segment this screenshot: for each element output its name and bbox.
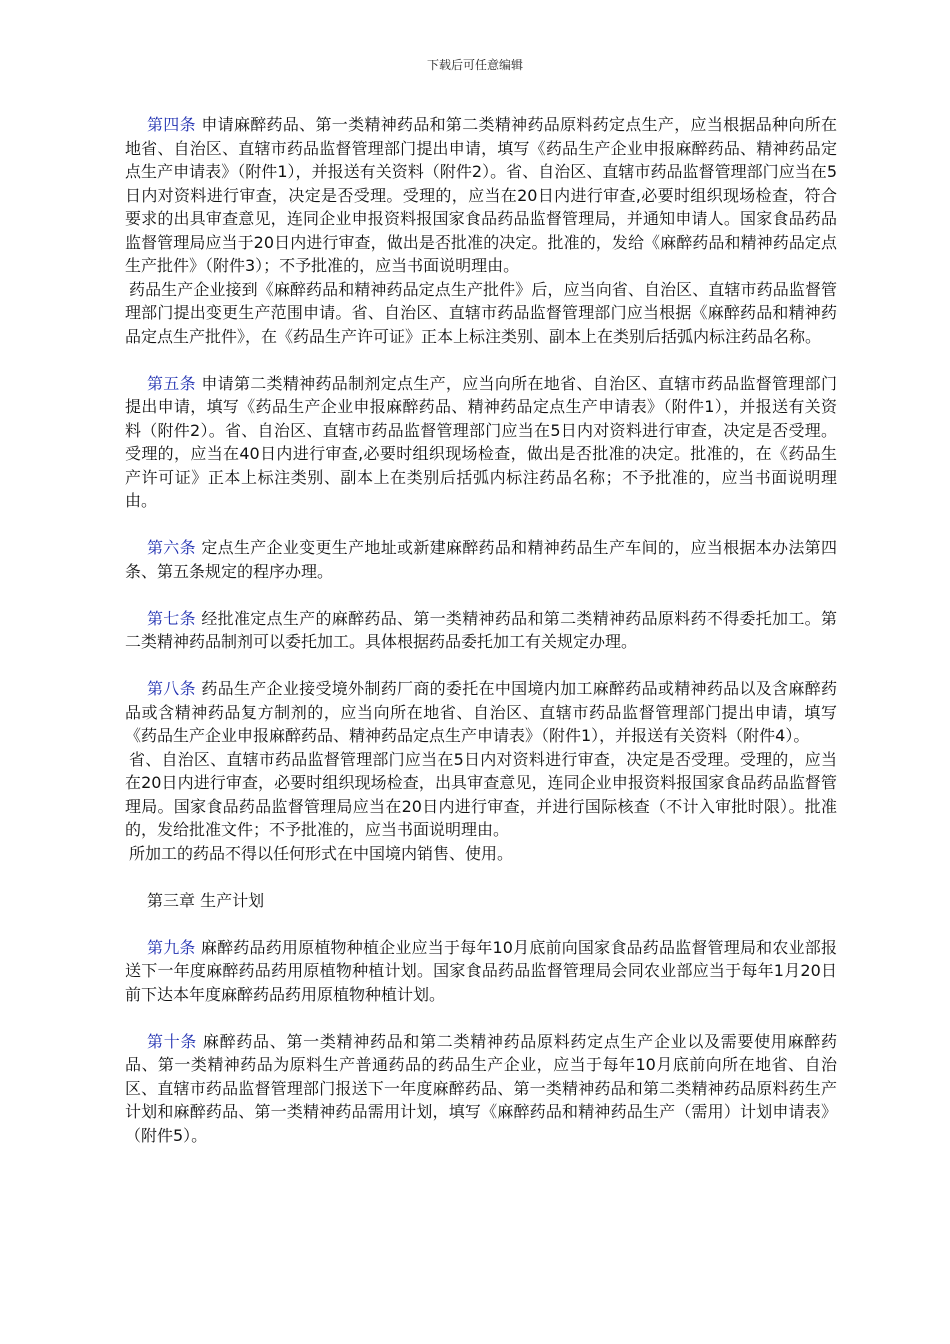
article-number: 第九条 (147, 937, 196, 957)
article-10 (125, 1030, 837, 1148)
article-7 (125, 607, 837, 654)
article-text: 申请第二类精神药品制剂定点生产，应当向所在地省、自治区、直辖市药品监督管理部门提出申请，填写《药品生产企业申报麻醉药品、精神药品定点生产申请表》（附件1），并报送有关资料（附件2）。省、自治区、直辖市药品监督管理部门应当在5日内对资料进行审查，决定是否受理。受理的，应当在40日内进行审查,必要时组织现场检查，做出是否批准的决定。批准的，在《药品生产许可证》正本上标注类别、副本上在类别后括弧内标注药品名称；不予批准的，应当书面说明理由。 (125, 373, 837, 510)
article-text: 药品生产企业接受境外制药厂商的委托在中国境内加工麻醉药品或精神药品以及含麻醉药品或含精神药品复方制剂的，应当向所在地省、自治区、直辖市药品监督管理部门提出申请，填写《药品生产企业申报麻醉药品、精神药品定点生产申请表》（附件1），并报送有关资料（附件4）。 (125, 679, 837, 745)
document-body (125, 113, 837, 1147)
article-4 (125, 113, 837, 278)
article-4-continuation: 药品生产企业接到《麻醉药品和精神药品定点生产批件》后，应当向省、自治区、直辖市药品监督管理部门提出变更生产范围申请。省、自治区、直辖市药品监督管理部门应当根据《麻醉药品和精神药品定点生产批件》，在《药品生产许可证》正本上标注类别、副本上在类别后括弧内标注药品名称。 (125, 279, 837, 346)
article-text: 经批准定点生产的麻醉药品、第一类精神药品和第二类精神药品原料药不得委托加工。第二类精神药品制剂可以委托加工。具体根据药品委托加工有关规定办理。 (125, 608, 837, 651)
article-text: 麻醉药品药用原植物种植企业应当于每年10月底前向国家食品药品监督管理局和农业部报送下一年度麻醉药品药用原植物种植计划。国家食品药品监督管理局会同农业部应当于每年1月20日前下达本年度麻醉药品药用原植物种植计划。 (125, 937, 837, 1004)
article-text: 定点生产企业变更生产地址或新建麻醉药品和精神药品生产车间的，应当根据本办法第四条、第五条规定的程序办理。 (125, 538, 837, 581)
article-number: 第十条 (147, 1031, 198, 1051)
article-number: 第六条 (147, 538, 196, 557)
article-8-continuation: 所加工的药品不得以任何形式在中国境内销售、使用。 (129, 843, 514, 863)
article-text: 麻醉药品、第一类精神药品和第二类精神药品原料药定点生产企业以及需要使用麻醉药品、第一类精神药品为原料生产普通药品的药品生产企业，应当于每年10月底前向所在地省、自治区、直辖市药品监督管理部门报送下一年度麻醉药品、第一类精神药品和第二类精神药品原料药生产计划和麻醉药品、第一类精神药品需用计划，填写《麻醉药品和精神药品生产（需用）计划申请表》（附件5）。 (125, 1031, 837, 1145)
article-text: 申请麻醉药品、第一类精神药品和第二类精神药品原料药定点生产，应当根据品种向所在地省、自治区、直辖市药品监督管理部门提出申请，填写《药品生产企业申报麻醉药品、精神药品定点生产申请表》（附件1），并报送有关资料（附件2）。省、自治区、直辖市药品监督管理部门应当在5日内对资料进行审查，决定是否受理。受理的，应当在20日内进行审查,必要时组织现场检查，符合要求的出具审查意见，连同企业申报资料报国家食品药品监督管理局，并通知申请人。国家食品药品监督管理局应当于20日内进行审查，做出是否批准的决定。批准的，发给《麻醉药品和精神药品定点生产批件》（附件3）；不予批准的，应当书面说明理由。 (125, 115, 837, 275)
article-6 (125, 536, 837, 583)
article-number: 第五条 (147, 373, 196, 393)
article-number: 第四条 (147, 115, 196, 134)
article-5 (125, 372, 837, 513)
article-number: 第八条 (147, 679, 196, 698)
article-8-continuation: 省、自治区、直辖市药品监督管理部门应当在5日内对资料进行审查，决定是否受理。受理的，应当在20日内进行审查，必要时组织现场检查，出具审查意见，连同企业申报资料报国家食品药品监督管理局。国家食品药品监督管理局应当在20日内进行审查，并进行国际核查（不计入审批时限）。批准的，发给批准文件；不予批准的，应当书面说明理由。 (125, 749, 837, 839)
article-number: 第七条 (147, 608, 196, 628)
chapter-heading: 第三章 生产计划 (147, 890, 265, 910)
article-9 (125, 936, 837, 1007)
page-header: 下载后可任意编辑 (426, 58, 523, 72)
article-8 (125, 677, 837, 748)
